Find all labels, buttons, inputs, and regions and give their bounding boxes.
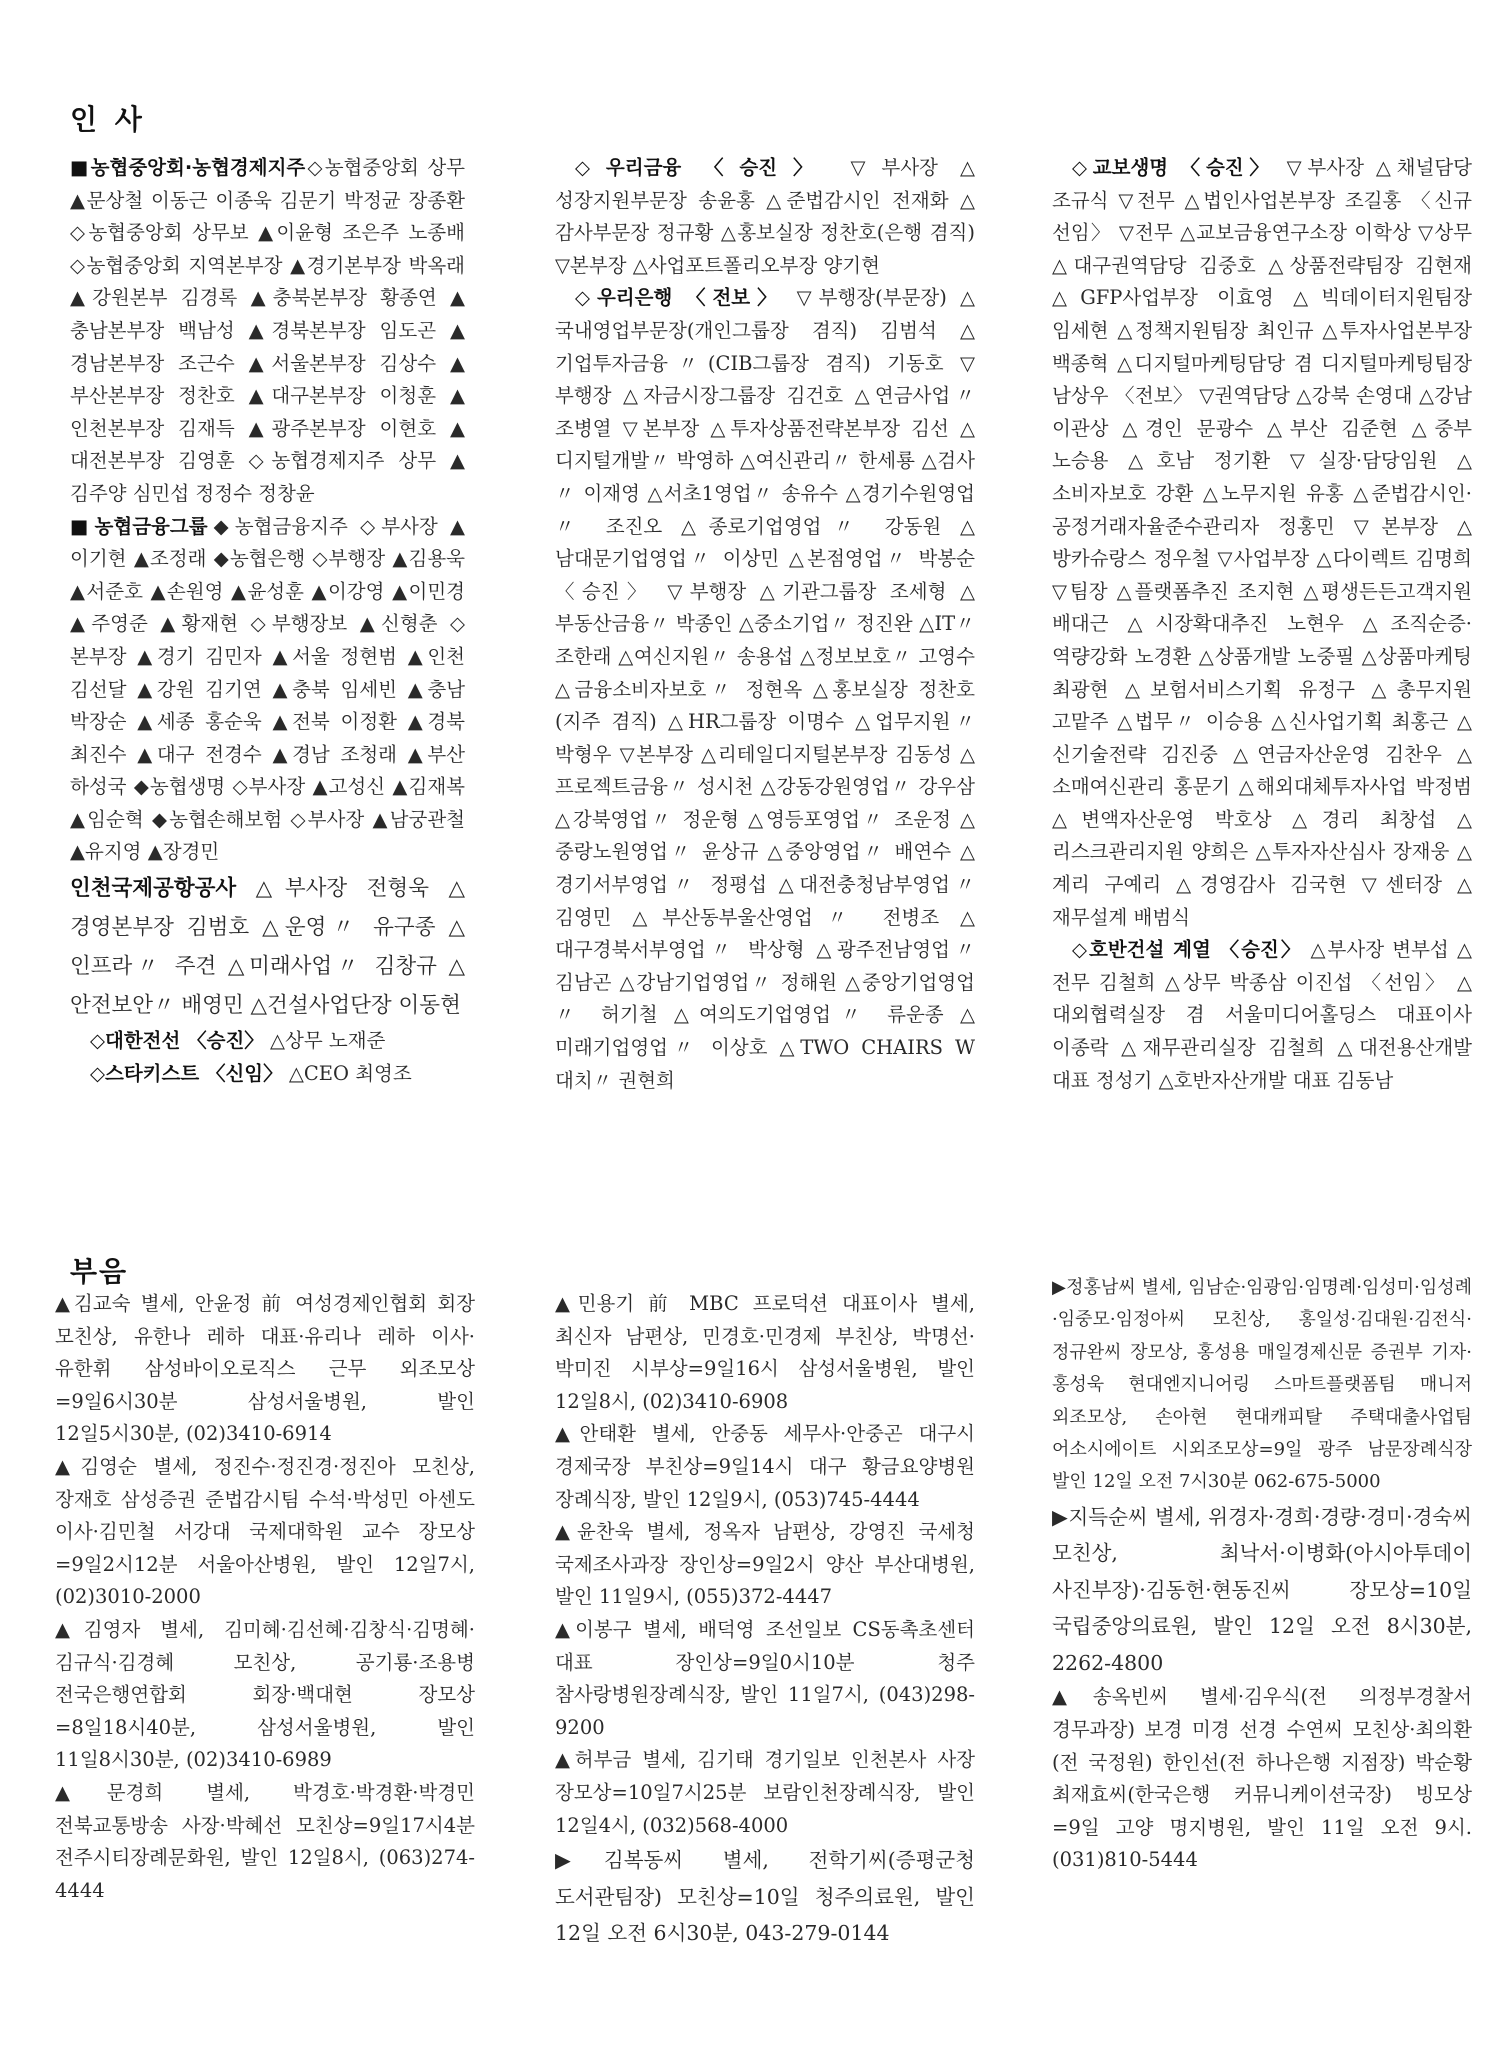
entry-text: ◇농협중앙회 상무 ▲문상철 이동근 이종욱 김문기 박정균 장종환 ◇농협중앙회 상무보 ▲이윤형 조은주 노종배 ◇농협중앙회 지역본부장 ▲경기본부장 박옥래 ▲강원본부 김경록 ▲충북본부장 황종연 ▲충남본부장 백남성 ▲경북본부장 임도곤 ▲경남본부장 조근수 ▲서울본부장 김상수 ▲부산본부장 정찬호 ▲대구본부장 이청훈 ▲인천본부장 김재득 ▲광주본부장 이현호 ▲대전본부장 김영훈 ◇농협경제지주 상무 ▲김주양 심민섭 정정수 정창윤 (70, 156, 465, 505)
org-name: ◇우리은행 〈전보〉 (575, 286, 784, 310)
insa-sticky-entry (70, 1058, 465, 1091)
bueum-column-3 (1052, 1272, 1472, 1877)
obituary-entry: ▲허부금 별세, 김기태 경기일보 인천본사 사장 장모상=10일7시25분 보람인천장례식장, 발인 12일4시, (032)568-4000 (555, 1748, 975, 1837)
entry-text: ▽부행장(부문장) △국내영업부문장(개인그룹장 겸직) 김범석 △기업투자금융〃(CIB그룹장 겸직) 기동호 ▽부행장 △자금시장그룹장 김건호 △연금사업〃 조병열 ▽본부장 △투자상품전략본부장 김선 △디지털개발〃 박영하 △여신관리〃 한세룡 △검사〃 이재영 △서초1영업〃 송유수 △경기수원영업〃 조진오 △종로기업영업〃 강동원 △남대문기업영업〃 이상민 △본점영업〃 박봉순 〈승진〉 ▽부행장 △기관그룹장 조세형 △부동산금융〃 박종인 △중소기업〃 정진완 △IT〃 조한래 △여신지원〃 송용섭 △정보보호〃 고영수 △금융소비자보호〃 정현옥 △홍보실장 정찬호(지주 겸직) △HR그룹장 이명수 △업무지원〃 박형우 ▽본부장 △리테일디지털본부장 김동성 △프로젝트금융〃 성시천 △강동강원영업〃 강우삼 △강북영업〃 정운형 △영등포영업〃 조운정 △중랑노원영업〃 윤상규 △중앙영업〃 배연수 △경기서부영업〃 정평섭 △대전충청남부영업〃 김영민 △부산동부울산영업〃 전병조 △대구경북서부영업〃 박상형 △광주전남영업〃 김남곤 △강남기업영업〃 정해원 △중앙기업영업〃 허기철 △여의도기업영업〃 류운종 △미래기업영업〃 이상호 △TWO CHAIRS W 대치〃 권현희 (555, 286, 975, 1092)
obituary-entry: ▶지득순씨 별세, 위경자·경희·경량·경미·경숙씨 모친상, 최낙서·이병화(아시아투데이 사진부장)·김동헌·현동진씨 장모상=10일 국립중앙의료원, 발인 12일 오전 8시30분, 2262-4800 (1052, 1504, 1472, 1675)
obituary-entry: ▲문경희 별세, 박경호·박경환·박경민 전북교통방송 사장·박혜선 모친상=9일17시4분 전주시티장례문화원, 발인 12일8시, (063)274-4444 (55, 1780, 475, 1902)
obituary-entry: ▲안태환 별세, 안중동 세무사·안중곤 대구시 경제국장 부친상=9일14시 대구 황금요양병원 장례식장, 발인 12일9시, (053)745-4444 (555, 1422, 975, 1511)
org-name: ■농협금융그룹 (70, 514, 208, 538)
insa-column-2 (555, 152, 975, 1097)
entry-text: △부사장 변부섭 △전무 김철희 △상무 박종삼 이진섭 〈선임〉 △대외협력실장 겸 서울미디어홀딩스 대표이사 이종락 △재무관리실장 김철희 △대전용산개발 대표 정성기 △호반자산개발 대표 김동남 (1052, 938, 1472, 1092)
insa-column-3 (1052, 152, 1472, 1097)
entry-text: △상무 노재준 (270, 1029, 386, 1053)
obituary-entry: ▲윤찬욱 별세, 정옥자 남편상, 강영진 국세청 국제조사과장 장인상=9일2시 양산 부산대병원, 발인 11일9시, (055)372-4447 (555, 1520, 975, 1609)
insa-woori-finance-entry (555, 152, 975, 282)
insa-hoban-entry (1052, 934, 1472, 1097)
insa-airport-entry (70, 869, 465, 1025)
entry-text: ◆농협금융지주 ◇부사장 ▲이기현 ▲조정래 ◆농협은행 ◇부행장 ▲김용욱 ▲서준호 ▲손원영 ▲윤성훈 ▲이강영 ▲이민경 ▲주영준 ▲황재현 ◇부행장보 ▲신형춘 ◇본부장 ▲경기 김민자 ▲서울 정현범 ▲인천 김선달 ▲강원 김기연 ▲충북 임세빈 ▲충남 박장순 ▲세종 홍순욱 ▲전북 이정환 ▲경북 최진수 ▲대구 전경수 ▲경남 조청래 ▲부산 하성국 ◆농협생명 ◇부사장 ▲고성신 ▲김재복 ▲임순혁 ◆농협손해보험 ◇부사장 ▲남궁관철 ▲유지영 ▲장경민 (70, 514, 466, 864)
obituary-entry: ▲김영순 별세, 정진수·정진경·정진아 모친상, 장재호 삼성증권 준법감시팀 수석·박성민 아센도 이사·김민철 서강대 국제대학원 교수 장모상=9일2시12분 서울아산병원, 발인 12일7시, (02)3010-2000 (55, 1454, 475, 1609)
org-name: 인천국제공항공사 (70, 876, 237, 902)
obituary-entry: ▲송옥빈씨 별세·김우식(전 의정부경찰서 경무과장) 보경 미경 선경 수연씨 모친상·최의환(전 국정원) 한인선(전 하나은행 지점장) 박순황 최재효씨(한국은행 커뮤니케이션국장) 빙모상=9일 고양 명지병원, 발인 11일 오전 9시. (031)810-5444 (1052, 1685, 1472, 1872)
entry-text: △CEO 최영조 (288, 1061, 412, 1085)
obituary-entry: ▶정홍남씨 별세, 임남순·임광임·임명례·임성미·임성례·임중모·임정아씨 모친상, 홍일성·김대원·김전식·정규완씨 장모상, 홍성용 매일경제신문 증권부 기자·홍성욱 현대엔지니어링 스마트플랫폼팀 매니저 외조모상, 손아현 현대캐피탈 주택대출사업팀 어소시에이트 시외조모상=9일 광주 남문장례식장 발인 12일 오전 7시30분 062-675-5000 (1052, 1277, 1472, 1493)
entry-text: △부사장 전형욱 △경영본부장 김범호 △운영〃 유구종 △인프라〃 주견 △미래사업〃 김창규 △안전보안〃 배영민 △건설사업단장 이동현 (70, 876, 465, 1019)
obituary-entry: ▲김영자 별세, 김미혜·김선혜·김창식·김명혜·김규식·김경혜 모친상, 공기룡·조용병 전국은행연합회 회장·백대현 장모상=8일18시40분, 삼성서울병원, 발인 11일8시30분, (02)3410-6989 (55, 1617, 475, 1772)
org-name: ◇스타키스트 〈신임〉 (90, 1061, 283, 1085)
obituary-entry: ▶김복동씨 별세, 전학기씨(증평군청 도서관팀장) 모친상=10일 청주의료원, 발인 12일 오전 6시30분, 043-279-0144 (555, 1848, 975, 1946)
insa-cable-entry (70, 1025, 465, 1058)
entry-text: ▽부사장 △채널담당 조규식 ▽전무 △법인사업본부장 조길홍 〈신규 선임〉 ▽전무 △교보금융연구소장 이학상 ▽상무 △대구권역담당 김중호 △상품전략팀장 김현재 △GFP사업부장 이효영 △빅데이터지원팀장 임세현 △정책지원팀장 최인규 △투자사업본부장 백종혁 △디지털마케팅담당 겸 디지털마케팅팀장 남상우 〈전보〉 ▽권역담당 △강북 손영대 △강남 이관상 △경인 문광수 △부산 김준현 △중부 노승용 △호남 정기환 ▽실장·담당임원 △소비자보호 강환 △노무지원 유홍 △준법감시인·공정거래자율준수관리자 정홍민 ▽본부장 △방카슈랑스 정우철 ▽사업부장 △다이렉트 김명희 ▽팀장 △플랫폼추진 조지현 △평생든든고객지원 배대근 △시장확대추진 노현우 △조직순증·역량강화 노경환 △상품개발 노중필 △상품마케팅 최광현 △보험서비스기획 유정구 △총무지원 고맡주 △법무〃 이승용 △신사업기획 최홍근 △신기술전략 김진중 △연금자산운영 김찬우 △소매여신관리 홍문기 △해외대체투자사업 박정범 △변액자산운영 박호상 △경리 최창섭 △리스크관리지원 양희은 △투자자산심사 장재웅 △계리 구예리 △경영감사 김국현 ▽센터장 △재무설계 배범식 (1052, 156, 1473, 929)
bueum-section-title: 부음 (70, 1255, 129, 1288)
org-name: ◇교보생명 〈승진〉 (1072, 156, 1275, 179)
insa-kyobo-entry (1052, 152, 1472, 934)
obituary-entry: ▲이봉구 별세, 배덕영 조선일보 CS동촉초센터 대표 장인상=9일0시10분 청주 참사랑병원장례식장, 발인 11일7시, (043)298-9200 (555, 1617, 975, 1739)
bueum-column-1 (55, 1288, 475, 1907)
insa-woori-bank-entry (555, 282, 975, 1097)
insa-section-title: 인 사 (70, 103, 146, 136)
entry-text: ▽부사장 △성장지원부문장 송윤홍 △준법감시인 전재화 △감사부문장 정규황 △홍보실장 정찬호(은행 겸직) ▽본부장 △사업포트폴리오부장 양기현 (555, 156, 975, 277)
insa-column-1 (70, 152, 465, 1090)
org-name: ◇우리금융 〈승진〉 (575, 156, 829, 179)
insa-nh-entry (70, 152, 465, 511)
obituary-entry: ▲민용기 前 MBC 프로덕션 대표이사 별세, 최신자 남편상, 민경호·민경제 부친상, 박명선·박미진 시부상=9일16시 삼성서울병원, 발인 12일8시, (02)3410-6908 (555, 1292, 975, 1413)
org-name: ◇대한전선 〈승진〉 (90, 1029, 264, 1053)
org-name: ◇호반건설 계열 〈승진〉 (1072, 938, 1303, 962)
obituary-entry: ▲김교숙 별세, 안윤정 前 여성경제인협회 회장 모친상, 유한나 레하 대표·유리나 레하 이사·유한휘 삼성바이오로직스 근무 외조모상=9일6시30분 삼성서울병원, 발인 12일5시30분, (02)3410-6914 (55, 1292, 475, 1446)
org-name: ■농협중앙회·농협경제지주 (70, 156, 306, 179)
insa-fin-entry (70, 511, 465, 870)
bueum-column-2 (555, 1288, 975, 1952)
